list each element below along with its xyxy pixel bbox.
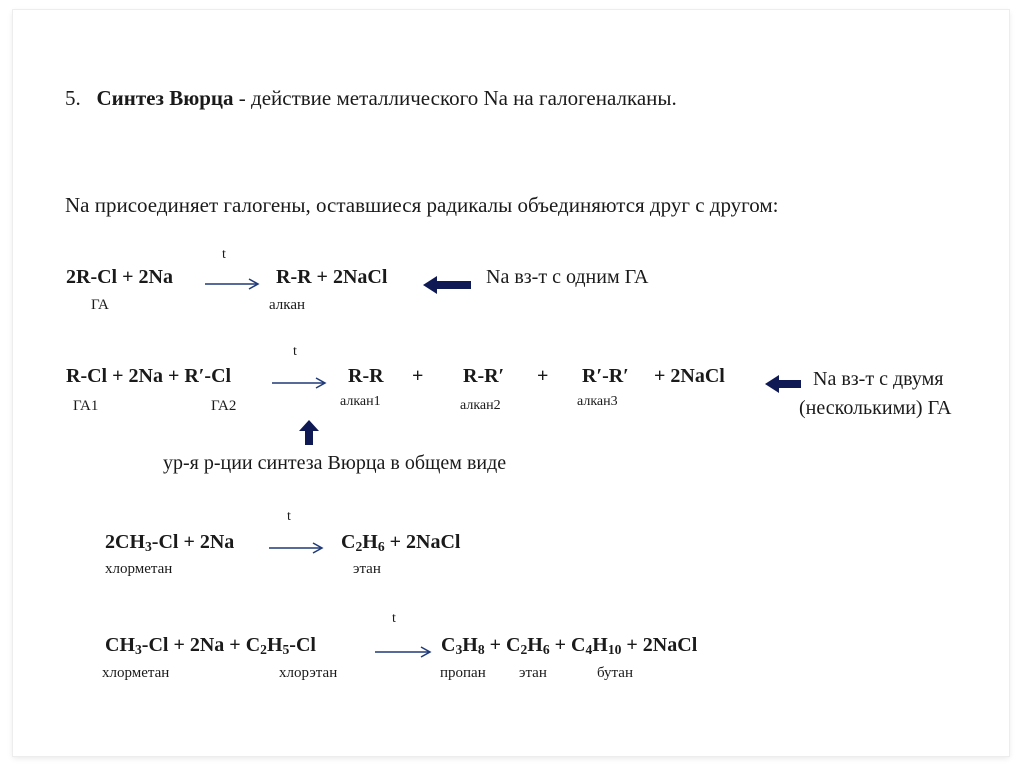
- eq2-reaction-arrow: [272, 377, 328, 389]
- eq1-reactants: 2R-Cl + 2Na: [66, 266, 173, 288]
- eq1-pointer-icon: [423, 275, 473, 295]
- eq2-product-3: R′-R′: [582, 365, 629, 387]
- intro-text: Na присоединяет галогены, оставшиеся радикалы объединяются друг с другом:: [65, 193, 779, 217]
- eq4-reaction-arrow: [375, 646, 433, 658]
- eq3-temperature: t: [287, 509, 291, 524]
- eq2-product-1: R-R: [348, 365, 384, 387]
- eq4-label-chloromethane: хлорметан: [102, 665, 170, 681]
- eq4-products: C3H8 + C2H6 + C4H10 + 2NaCl: [441, 634, 698, 657]
- eq1-products: R-R + 2NaCl: [276, 266, 388, 288]
- eq1-label-ga: ГА: [91, 297, 109, 313]
- eq2-note-line1: Na вз-т с двумя: [813, 368, 944, 390]
- eq1-temperature: t: [222, 247, 226, 262]
- eq2-label-ga1: ГА1: [73, 398, 99, 414]
- eq1-reaction-arrow: [205, 278, 261, 290]
- eq2-label-alkane1: алкан1: [340, 394, 381, 409]
- eq3-label-chloromethane: хлорметан: [105, 561, 173, 577]
- eq2-temperature: t: [293, 344, 297, 359]
- eq2-plus-1: +: [412, 365, 424, 387]
- eq3-reactants: 2CH3-Cl + 2Na: [105, 531, 235, 554]
- caption-up-arrow-icon: [299, 420, 319, 446]
- slide: [13, 10, 1009, 756]
- eq2-plus-2: +: [537, 365, 549, 387]
- heading-number: 5.: [65, 86, 81, 110]
- eq4-reactants: CH3-Cl + 2Na + C2H5-Cl: [105, 634, 316, 657]
- heading-rest: - действие металлического Na на галогеналканы.: [233, 86, 677, 110]
- eq2-label-alkane3: алкан3: [577, 394, 618, 409]
- eq2-note-line2: (несколькими) ГА: [799, 397, 952, 419]
- eq2-label-ga2: ГА2: [211, 398, 237, 414]
- eq4-label-butane: бутан: [597, 665, 633, 681]
- eq3-label-ethane: этан: [353, 561, 381, 577]
- eq4-label-chloroethane: хлорэтан: [279, 665, 338, 681]
- eq2-tail: + 2NaCl: [654, 365, 725, 387]
- eq2-caption: ур-я р-ции синтеза Вюрца в общем виде: [163, 452, 507, 474]
- eq2-pointer-icon: [765, 374, 803, 394]
- eq4-temperature: t: [392, 611, 396, 626]
- eq3-reaction-arrow: [269, 542, 325, 554]
- eq2-reactants: R-Cl + 2Na + R′-Cl: [66, 365, 232, 387]
- eq3-products: C2H6 + 2NaCl: [341, 531, 461, 554]
- eq1-label-alkane: алкан: [269, 297, 306, 313]
- eq2-label-alkane2: алкан2: [460, 398, 501, 413]
- eq1-note: Na вз-т с одним ГА: [486, 266, 649, 288]
- heading: [65, 86, 677, 111]
- eq2-product-2: R-R′: [463, 365, 505, 387]
- eq4-label-propane: пропан: [440, 665, 486, 681]
- eq4-label-ethane: этан: [519, 665, 547, 681]
- heading-title: Синтез Вюрца: [96, 86, 234, 110]
